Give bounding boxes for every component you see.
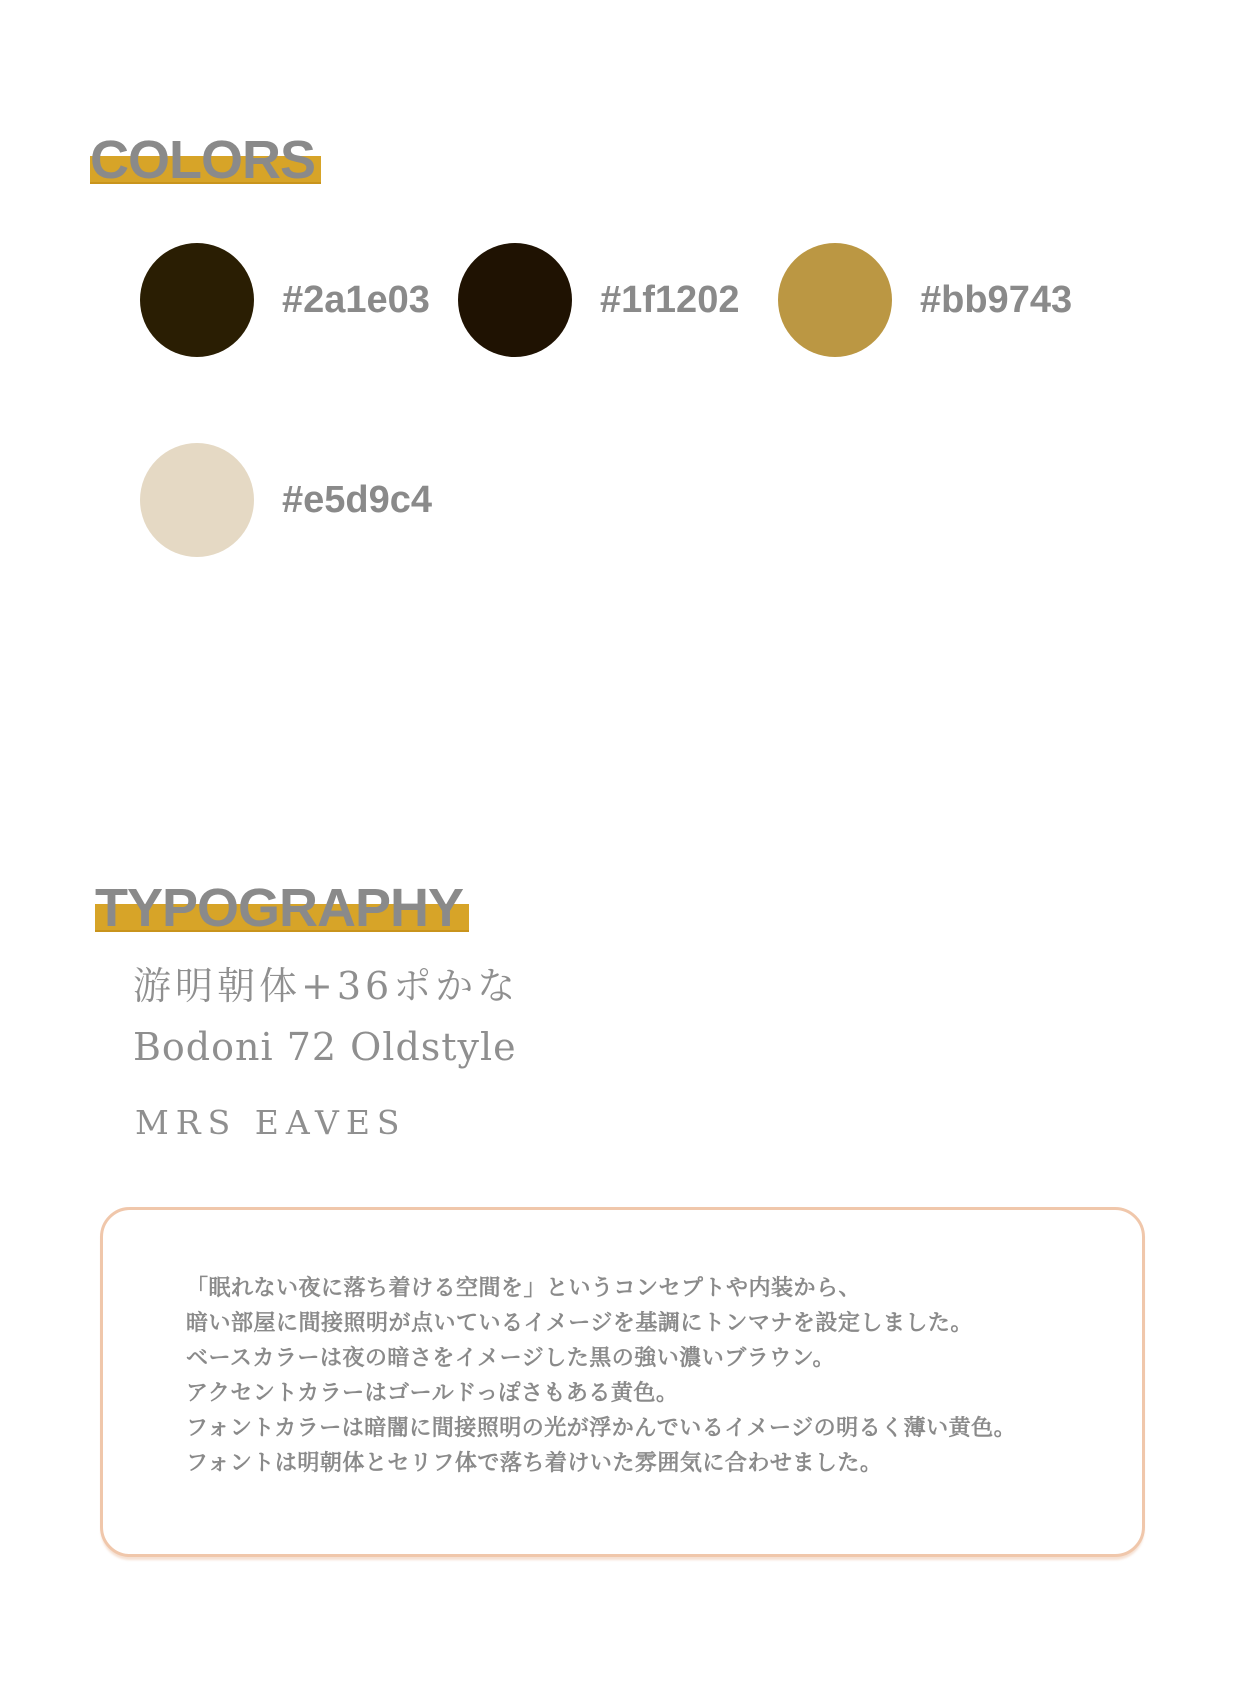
typography-heading-text: TYPOGRAPHY (95, 877, 464, 938)
concept-description-box (100, 1207, 1145, 1557)
concept-line: フォントカラーは暗闇に間接照明の光が浮かんでいるイメージの明るく薄い黄色。 (186, 1415, 1017, 1440)
font-sample-mrs-eaves: MRS EAVES (135, 1103, 407, 1142)
color-swatch (140, 443, 432, 557)
concept-line: フォントは明朝体とセリフ体で落ち着けいた雰囲気に合わせました。 (186, 1450, 883, 1475)
color-hex-label: #bb9743 (920, 278, 1073, 321)
concept-line: 暗い部屋に間接照明が点いているイメージを基調にトンマナを設定しました。 (186, 1310, 973, 1335)
color-circle (140, 443, 254, 557)
color-swatch (140, 243, 430, 357)
color-circle (458, 243, 572, 357)
colors-section-heading (90, 129, 316, 190)
color-swatch (778, 243, 1072, 357)
color-swatch (458, 243, 739, 357)
color-circle (778, 243, 892, 357)
concept-line: 「眠れない夜に落ち着ける空間を」というコンセプトや内装から、 (186, 1275, 862, 1300)
colors-heading-text: COLORS (90, 129, 316, 190)
font-sample-yumincho: 游明朝体+36ポかな (133, 964, 520, 1008)
typography-section-heading (95, 877, 464, 938)
color-hex-label: #1f1202 (600, 278, 740, 321)
font-sample-bodoni: Bodoni 72 Oldstyle (133, 1025, 517, 1069)
color-circle (140, 243, 254, 357)
concept-line: ベースカラーは夜の暗さをイメージした黒の強い濃いブラウン。 (186, 1345, 835, 1370)
concept-line: アクセントカラーはゴールドっぽさもある黄色。 (186, 1380, 679, 1405)
color-hex-label: #e5d9c4 (282, 478, 433, 521)
color-hex-label: #2a1e03 (282, 278, 430, 321)
